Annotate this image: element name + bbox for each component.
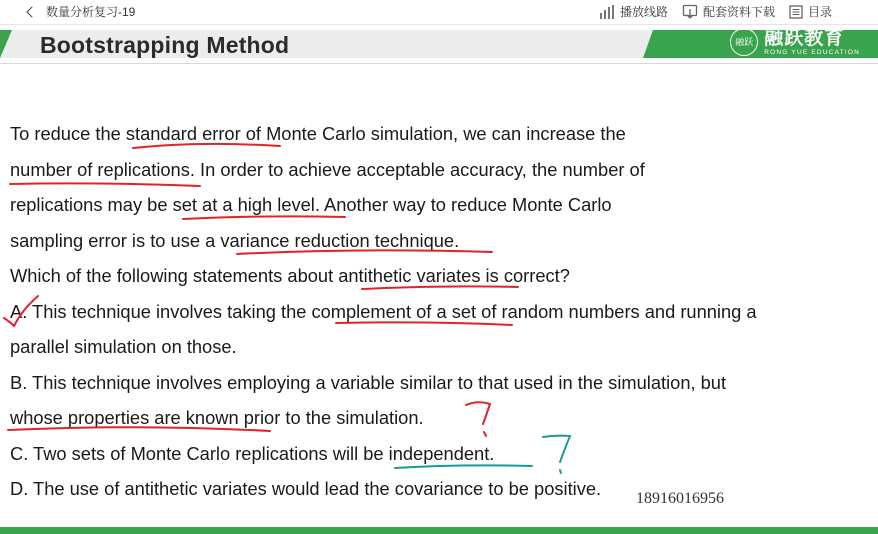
watermark-phone: 18916016956 (636, 490, 724, 507)
option-a-continued: parallel simulation on those. (10, 336, 237, 357)
stem-line: sampling error is to use a variance reduction technique. (10, 229, 460, 251)
stem-line: To reduce the standard error of Monte Carlo simulation, we can increase the (10, 123, 626, 144)
chevron-left-icon (26, 6, 37, 17)
header-divider (0, 63, 878, 64)
top-bar (0, 0, 878, 25)
logo-text-cn: 融跃教育 (764, 27, 845, 49)
slide-title: Bootstrapping Method (40, 32, 290, 58)
toc-label: 目录 (807, 5, 832, 19)
logo-seal-icon: 融跃 (730, 28, 758, 56)
option-c: C. Two sets of Monte Carlo replications will be independent. (10, 442, 495, 464)
stem-line: replications may be set at a high level. Another way to reduce Monte Carlo (10, 194, 612, 215)
top-actions (599, 3, 832, 20)
option-d: D. The use of antithetic variates would lead the covariance to be positive. (10, 478, 602, 499)
playback-line-label: 播放线路 (619, 5, 668, 19)
brand-logo (730, 28, 860, 56)
stem-line: number of replications. In order to achieve acceptable accuracy, the number of (10, 158, 645, 180)
list-icon (789, 5, 803, 19)
option-b-continued: whose properties are known prior to the simulation. (10, 407, 424, 428)
signal-bars-icon (599, 5, 615, 19)
logo-text-en: RONG YUE EDUCATION (764, 48, 860, 56)
download-icon (682, 4, 698, 20)
bottom-accent-bar (0, 527, 878, 534)
toc-button[interactable] (789, 3, 832, 20)
download-materials-button[interactable] (682, 3, 775, 20)
download-materials-label: 配套资料下载 (702, 5, 775, 19)
slide-header (0, 24, 878, 64)
option-a: A. This technique involves taking the complement of a set of random numbers and running a (10, 300, 757, 322)
playback-line-button[interactable] (599, 3, 668, 20)
question-content (10, 120, 870, 511)
header-accent (0, 30, 12, 58)
question-line: Which of the following statements about antithetic variates is correct? (10, 265, 570, 286)
back-button[interactable] (28, 3, 135, 20)
lesson-title: 数量分析复习-19 (46, 5, 136, 19)
option-b: B. This technique involves employing a variable similar to that used in the simulation, but (10, 371, 727, 393)
